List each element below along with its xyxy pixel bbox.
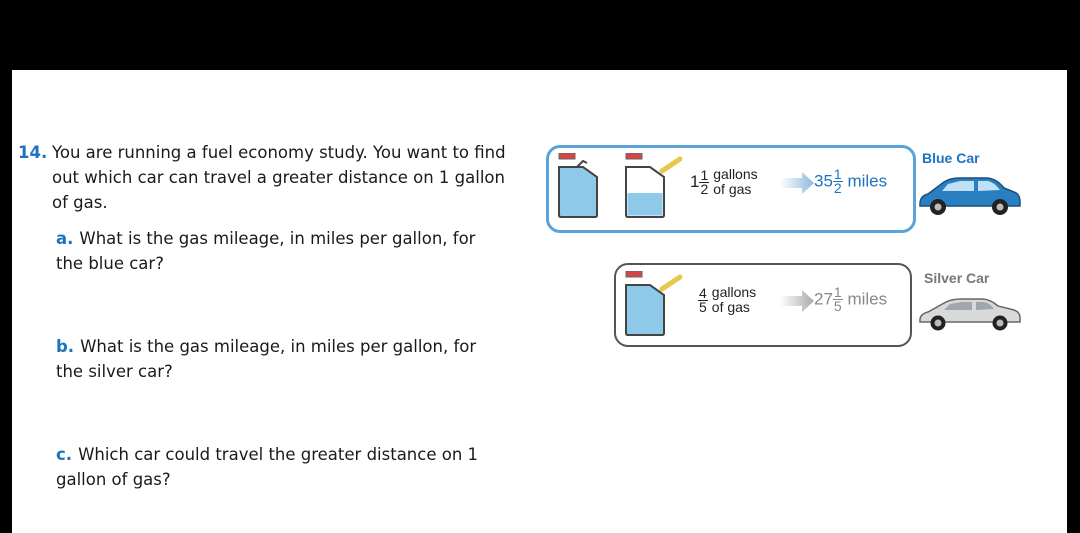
blue-distance: 35 $\frac{1}{2}$ miles xyxy=(814,166,888,196)
part-b-label: b. xyxy=(56,337,75,356)
arrow-right-icon xyxy=(780,290,816,312)
part-c-text: Which car could travel the greater distance on 1 gallon of gas? xyxy=(56,445,479,489)
silver-car-label: Silver Car xyxy=(924,270,990,286)
arrow-right-icon xyxy=(780,172,816,194)
part-a-text: What is the gas mileage, in miles per gallon, for the blue car? xyxy=(56,229,476,273)
part-a-label: a. xyxy=(56,229,74,248)
part-a xyxy=(56,226,496,276)
part-b-text: What is the gas mileage, in miles per gallon, for the silver car? xyxy=(56,337,477,381)
silver-distance: 27 $\frac{1}{5}$ miles xyxy=(814,284,888,314)
gas-can-icon xyxy=(624,153,684,219)
question-number: 14. xyxy=(18,143,48,162)
gas-can-icon xyxy=(624,271,684,337)
textbook-page xyxy=(12,70,1067,533)
gas-can-icon xyxy=(557,153,609,219)
question-stem: You are running a fuel economy study. You want to find out which car can travel a greater distance on 1 gallon of gas. xyxy=(52,143,506,212)
silver-gas-amount: $\frac{4}{5}$ gallons of gas xyxy=(699,284,757,315)
blue-gas-amount: 1 $\frac{1}{2}$ gallons of gas xyxy=(690,166,758,197)
silver-car-icon xyxy=(916,294,1022,334)
blue-car-label: Blue Car xyxy=(922,150,980,166)
part-c xyxy=(56,442,496,492)
blue-car-icon xyxy=(916,174,1022,218)
part-b xyxy=(56,334,496,384)
part-c-label: c. xyxy=(56,445,73,464)
